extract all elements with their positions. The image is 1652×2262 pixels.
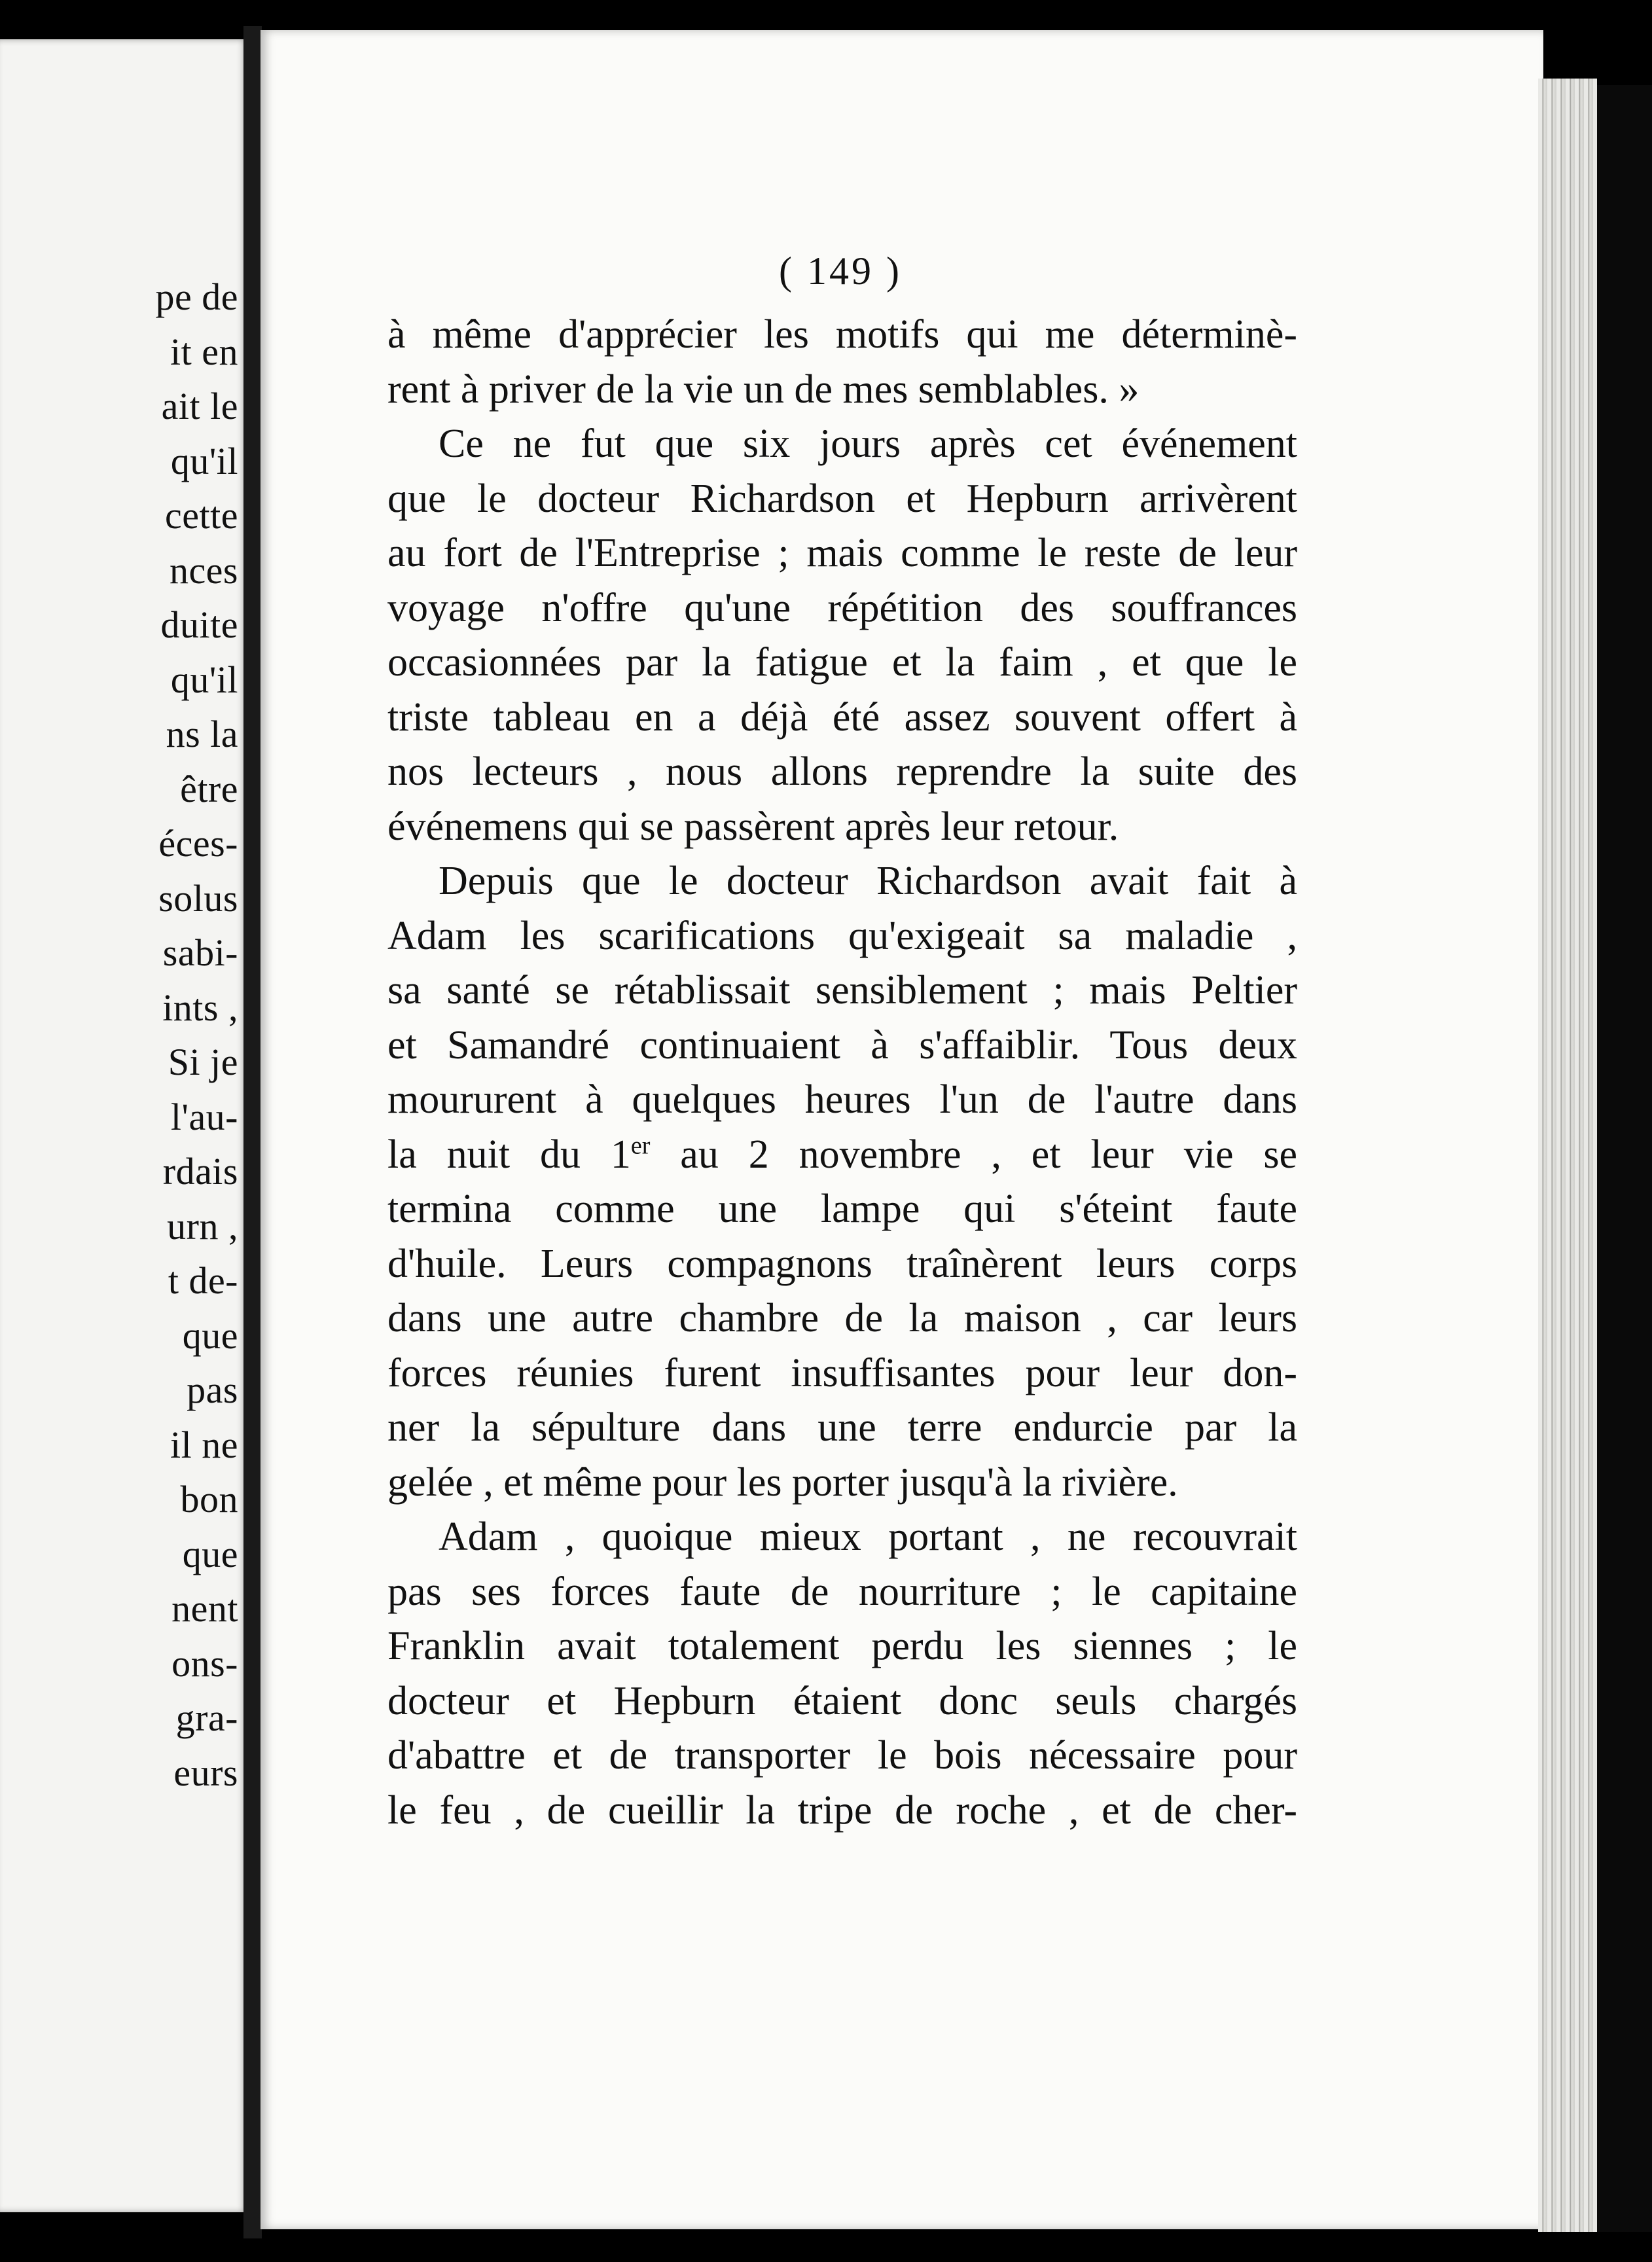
text-line: au fort de l'Entreprise ; mais comme le reste de leur <box>387 531 1297 575</box>
text-line: voyage n'offre qu'une répétition des souffrances <box>387 585 1297 630</box>
previous-page-line-fragment: duite <box>160 603 238 646</box>
scan-border <box>1597 85 1652 2232</box>
previous-page-line-fragment: sabi- <box>162 931 238 974</box>
book-gutter <box>243 26 262 2238</box>
text-line: le feu , de cueillir la tripe de roche , et de cher- <box>387 1787 1297 1833</box>
previous-page-line-fragment: qu'il <box>170 658 238 701</box>
previous-page-line-fragment: Si je <box>168 1041 238 1083</box>
previous-page-line-fragment: rdais <box>162 1150 238 1193</box>
text-line: et Samandré continuaient à s'affaiblir. Tous deux <box>387 1022 1297 1068</box>
text-line: Ce ne fut que six jours après cet événement <box>439 422 1297 466</box>
previous-page-text-fragments <box>0 39 243 2212</box>
previous-page-line-fragment: qu'il <box>170 439 238 482</box>
text-line: docteur et Hepburn étaient donc seuls chargés <box>387 1678 1297 1723</box>
text-line: sa santé se rétablissait sensiblement ; mais Peltier <box>387 968 1297 1013</box>
previous-page-line-fragment: pas <box>187 1369 238 1411</box>
text-line: dans une autre chambre de la maison , car leurs <box>387 1296 1297 1340</box>
previous-page-line-fragment: il ne <box>170 1423 238 1466</box>
page-body-text <box>387 308 1297 1838</box>
text-line: Adam , quoique mieux portant , ne recouvrait <box>439 1515 1297 1559</box>
previous-page-line-fragment: que <box>182 1314 238 1357</box>
text-line: événemens qui se passèrent après leur retour. <box>387 804 1119 849</box>
previous-page-line-fragment: éces- <box>158 822 238 865</box>
page-edges <box>1538 79 1597 2232</box>
previous-page-line-fragment: it en <box>170 330 238 373</box>
text-line: que le docteur Richardson et Hepburn arrivèrent <box>387 476 1297 521</box>
previous-page-line-fragment: que <box>182 1532 238 1575</box>
text-line: nos lecteurs , nous allons reprendre la suite des <box>387 749 1297 794</box>
previous-page-line-fragment: ints , <box>162 986 238 1029</box>
text-line: moururent à quelques heures l'un de l'autre dans <box>387 1077 1297 1122</box>
text-line: forces réunies furent insuffisantes pour leur don- <box>387 1350 1297 1395</box>
text-line: ner la sépulture dans une terre endurcie par la <box>387 1405 1297 1450</box>
previous-page-line-fragment: cette <box>165 494 238 537</box>
text-line: Franklin avait totalement perdu les siennes ; le <box>387 1624 1297 1668</box>
previous-page-line-fragment: eurs <box>173 1751 238 1794</box>
previous-page <box>0 39 247 2212</box>
previous-page-line-fragment: nces <box>169 548 238 592</box>
previous-page-line-fragment: bon <box>180 1478 238 1520</box>
previous-page-line-fragment: t de- <box>168 1259 238 1302</box>
previous-page-line-fragment: nent <box>171 1587 238 1630</box>
previous-page-line-fragment: solus <box>158 876 238 920</box>
text-line: pas ses forces faute de nourriture ; le capitaine <box>387 1569 1297 1614</box>
text-line: gelée , et même pour les porter jusqu'à la rivière. <box>387 1460 1178 1505</box>
text-line: rent à priver de la vie un de mes semblables. » <box>387 367 1140 412</box>
page-number: ( 149 ) <box>779 249 902 293</box>
previous-page-line-fragment: ons- <box>171 1642 238 1685</box>
text-line: à même d'apprécier les motifs qui me déterminè- <box>387 312 1297 357</box>
text-line: termina comme une lampe qui s'éteint faute <box>387 1187 1297 1231</box>
text-line: occasionnées par la fatigue et la faim , et que le <box>387 640 1297 685</box>
text-line: la nuit du 1er au 2 novembre , et leur vie se <box>387 1131 1297 1177</box>
previous-page-line-fragment: gra- <box>175 1696 238 1739</box>
text-line: triste tableau en a déjà été assez souvent offert à <box>387 694 1297 740</box>
previous-page-line-fragment: ait le <box>161 385 238 427</box>
previous-page-line-fragment: être <box>180 767 238 810</box>
text-line: Depuis que le docteur Richardson avait fait à <box>439 859 1297 903</box>
text-line: Adam les scarifications qu'exigeait sa maladie , <box>387 913 1297 958</box>
previous-page-line-fragment: pe de <box>155 276 238 318</box>
text-line: d'abattre et de transporter le bois nécessaire pour <box>387 1733 1297 1778</box>
previous-page-line-fragment: urn , <box>167 1204 238 1248</box>
previous-page-line-fragment: l'au- <box>170 1095 238 1138</box>
previous-page-line-fragment: ns la <box>166 713 238 755</box>
text-line: d'huile. Leurs compagnons traînèrent leurs corps <box>387 1241 1297 1286</box>
